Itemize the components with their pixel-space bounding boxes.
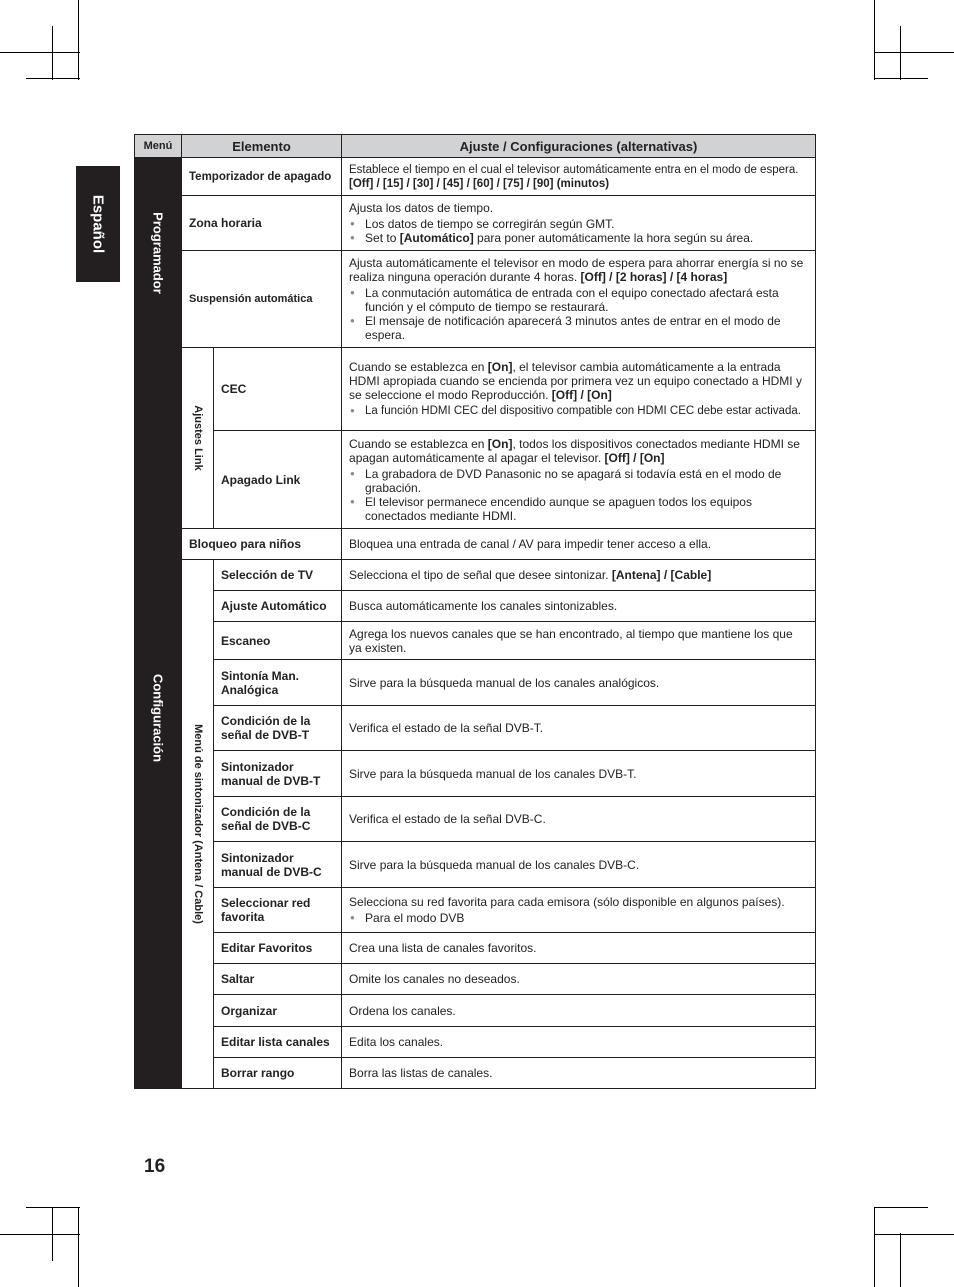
table-row [135,251,816,348]
bullet-item: ● La función HDMI CEC del dispositivo compatible con HDMI CEC debe estar activada. [349,404,808,418]
element-cell: Editar Favoritos [214,933,342,964]
description-cell: Ordena los canales. [342,995,816,1027]
element-cell: Sintonizador manual de DVB-C [214,842,342,888]
crop-mark [0,52,80,53]
description-cell: Bloquea una entrada de canal / AV para impedir tener acceso a ella. [342,529,816,560]
table-row [135,660,816,706]
description-cell: Sirve para la búsqueda manual de los canales DVB-C. [342,842,816,888]
table-row [135,797,816,842]
crop-mark [52,26,53,80]
bullet-item: ● La grabadora de DVD Panasonic no se apagará si todavía está en el modo de grabación. [349,467,808,495]
crop-mark [874,0,875,80]
description-cell: Agrega los nuevos canales que se han encontrado, al tiempo que mantiene los que ya existen. [342,622,816,660]
table-row [135,1058,816,1089]
language-label: Español [89,194,107,254]
element-cell: Zona horaria [182,196,342,251]
table-row [135,560,816,591]
group-configuracion [135,348,182,1089]
description-text: Ajusta los datos de tiempo. [349,201,494,215]
description-cell [342,348,816,431]
element-cell: Apagado Link [214,431,342,529]
description-cell [342,196,816,251]
description-text: , todos los dispositivos conectados mediante HDMI se apagan automáticamente al apagar el televisor. [349,436,800,465]
bullet-list [349,286,808,342]
element-cell: Ajuste Automático [214,591,342,622]
crop-mark [874,1234,954,1235]
crop-mark [26,1207,80,1208]
description-cell: Busca automáticamente los canales sintonizables. [342,591,816,622]
crop-mark [874,52,954,53]
header-menu: Menú [135,135,182,158]
subgroup-label: Menú de sintonizador (Antena / Cable) [191,724,204,924]
element-cell: Saltar [214,964,342,995]
bullet-list [349,911,808,925]
element-cell: Seleccionar red favorita [214,888,342,933]
crop-mark [900,26,901,80]
description-text: , el televisor cambia automáticamente a la entrada HDMI apropiada cuando se encienda por primera vez un equipo conectado a HDMI y se seleccione el modo Reproducción. [349,360,802,402]
page-number: 16 [144,1156,166,1177]
header-settings: Ajuste / Configuraciones (alternativas) [342,135,816,158]
element-cell: Condición de la señal de DVB-T [214,706,342,751]
settings-table [134,134,816,1089]
options-text: [Off] / [15] / [30] / [45] / [60] / [75] / [90] (minutos) [349,177,610,190]
description-text: Ajusta automáticamente el televisor en modo de espera para ahorrar energía si no se realiza ninguna operación durante 4 horas. [349,256,804,284]
table-row [135,706,816,751]
bullet-text: para poner automáticamente la hora según su área. [473,231,754,245]
description-cell: Omite los canales no deseados. [342,964,816,995]
table-row [135,591,816,622]
table-row [135,964,816,995]
description-cell [342,251,816,348]
bullet-item: ● Para el modo DVB [349,911,808,925]
bullet-list [349,217,808,245]
group-label: Configuración [150,673,166,763]
description-text: Selecciona su red favorita para cada emisora (sólo disponible en algunos países). [349,895,785,909]
description-cell: Sirve para la búsqueda manual de los canales DVB-T. [342,751,816,797]
options-text: [Antena] / [Cable] [611,568,712,582]
table-row [135,933,816,964]
table-row [135,751,816,797]
options-text: [Off] / [On] [604,450,665,465]
description-cell: Edita los canales. [342,1027,816,1058]
description-cell [342,431,816,529]
table-row [135,622,816,660]
description-cell: Verifica el estado de la señal DVB-C. [342,797,816,842]
options-text: [Off] / [2 horas] / [4 horas] [580,270,728,284]
crop-mark [874,1207,928,1208]
element-cell: Editar lista canales [214,1027,342,1058]
description-cell: Crea una lista de canales favoritos. [342,933,816,964]
element-cell: Condición de la señal de DVB-C [214,797,342,842]
bullet-list [349,404,808,418]
bullet-item: ● La conmutación automática de entrada con el equipo conectado afectará esta función y el cómputo de tiempo se restaurará. [349,286,808,314]
bullet-item [349,231,808,245]
table-row [135,348,816,431]
bullet-item: ● Los datos de tiempo se corregirán según GMT. [349,217,808,231]
crop-mark [874,1207,875,1287]
description-bold: [On] [487,436,513,451]
bullet-text: Set to [365,231,400,245]
subgroup-ajustes-link [182,348,214,529]
description-cell: Borra las listas de canales. [342,1058,816,1089]
description-bold: [On] [487,360,513,374]
description-text: Cuando se establezca en [349,360,488,374]
header-element: Elemento [182,135,342,158]
table-row [135,842,816,888]
description-cell [342,158,816,196]
bullet-bold: [Automático] [399,231,474,245]
table-row [135,1027,816,1058]
description-text: Establece el tiempo en el cual el televisor automáticamente entra en el modo de espera. [349,163,799,176]
subgroup-menu-sintonizador [182,560,214,1089]
element-cell: Sintonizador manual de DVB-T [214,751,342,797]
table-row [135,888,816,933]
crop-mark [874,78,928,79]
description-cell: Sirve para la búsqueda manual de los canales analógicos. [342,660,816,706]
table-row [135,158,816,196]
table-row [135,431,816,529]
bullet-item: ● El mensaje de notificación aparecerá 3 minutos antes de entrar en el modo de espera. [349,314,808,342]
element-cell: Escaneo [214,622,342,660]
element-cell: Suspensión automática [182,251,342,348]
table-header-row [135,135,816,158]
table-row [135,529,816,560]
options-text: [Off] / [On] [551,388,612,402]
element-cell: Selección de TV [214,560,342,591]
crop-mark [0,1234,80,1235]
element-cell: Borrar rango [214,1058,342,1089]
group-programador [135,158,182,348]
subgroup-label: Ajustes Link [191,405,204,471]
crop-mark [26,78,80,79]
crop-mark [900,1233,901,1287]
element-cell: CEC [214,348,342,431]
element-cell: Bloqueo para niños [182,529,342,560]
language-tab [76,166,120,282]
element-cell: Organizar [214,995,342,1027]
bullet-list [349,467,808,523]
crop-mark [78,1207,79,1287]
table-row [135,995,816,1027]
bullet-item: ● El televisor permanece encendido aunque se apaguen todos los equipos conectados mediante HDMI. [349,495,808,523]
element-cell: Temporizador de apagado [182,158,342,196]
crop-mark [78,0,79,80]
group-label: Programador [150,211,166,294]
element-cell: Sintonía Man. Analógica [214,660,342,706]
description-cell [342,560,816,591]
description-cell [342,888,816,933]
description-text: Cuando se establezca en [349,436,488,451]
table-row [135,196,816,251]
description-text: Selecciona el tipo de señal que desee sintonizar. [349,568,612,582]
description-cell: Verifica el estado de la señal DVB-T. [342,706,816,751]
